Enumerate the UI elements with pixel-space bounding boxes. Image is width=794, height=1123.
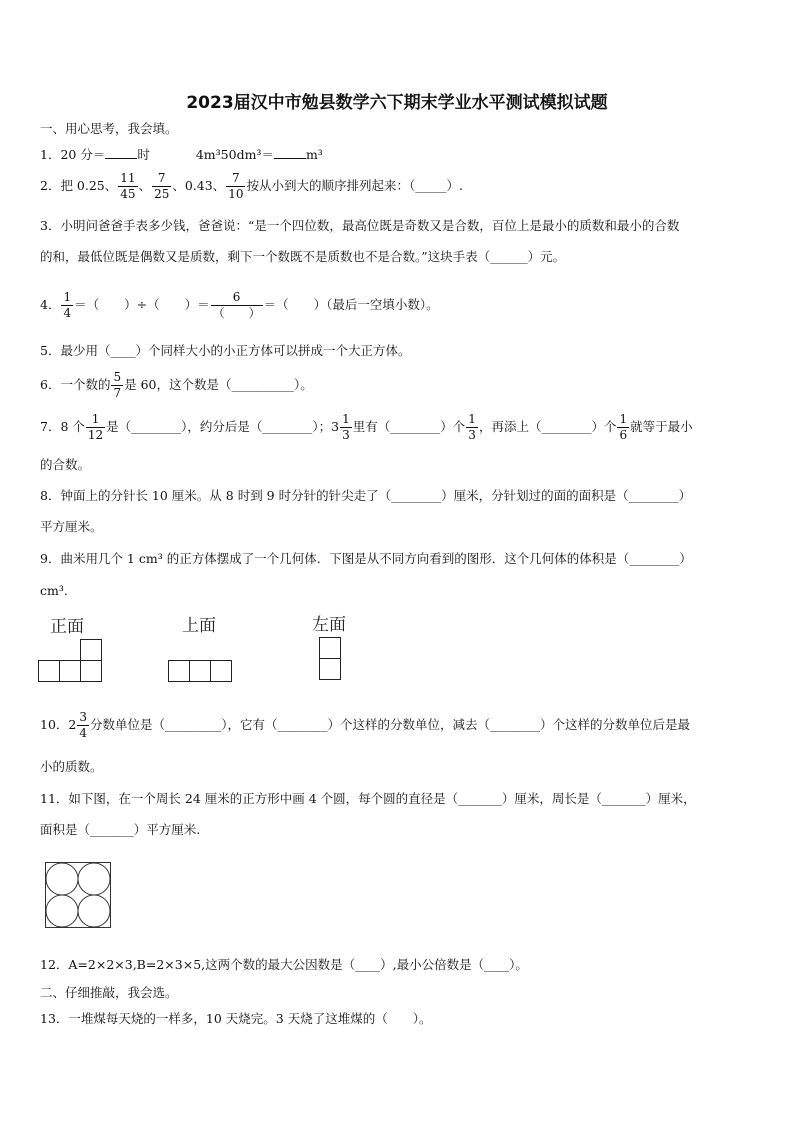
- question-9-line-1: 9．曲米用几个 1 cm³ 的正方体摆成了一个几何体．下图是从不同方向看到的图形．这个几何体的体积是（________）: [40, 551, 692, 566]
- q1-text-c: 4m³50dm³＝: [195, 147, 274, 162]
- q6-text-b: 是 60，这个数是（__________）。: [124, 377, 313, 392]
- q1-text-a: 1．20 分＝: [40, 147, 106, 162]
- fraction-1-3-b: $\frac{1}{3}$: [468, 412, 476, 442]
- fraction-7-10: $\frac{7}{10}$: [228, 171, 244, 201]
- q4-text-c: ＝（ ）（最后一空填小数）。: [263, 297, 439, 312]
- page-title: 2023届汉中市勉县数学六下期末学业水平测试模拟试题: [186, 93, 608, 113]
- view-label-left: 左面: [312, 615, 346, 635]
- question-3-line-1: 3．小明问爸爸手表多少钱，爸爸说：“是一个四位数，最高位既是奇数又是合数，百位上是最小的质数和最小的合数: [40, 218, 680, 233]
- fraction-6-blank: 6 （ ）: [212, 290, 261, 320]
- view-label-front: 正面: [50, 617, 84, 637]
- question-7: [40, 412, 693, 443]
- q7-text-b: 是（________），约分后是（________）；3: [106, 419, 340, 434]
- q1-blank-2: [274, 158, 306, 159]
- question-12: 12．A=2×2×3,B=2×3×5,这两个数的最大公因数是（____）,最小公倍数是（____）。: [40, 957, 528, 972]
- question-13: 13．一堆煤每天烧的一样多，10 天烧完。3 天烧了这堆煤的（ ）。: [40, 1011, 432, 1026]
- question-3-line-2: 的和，最低位既是偶数又是质数，剩下一个数既不是质数也不是合数。”这块手表（______）元。: [40, 249, 566, 264]
- q7-text-d: ，再添上（________）个: [478, 419, 617, 434]
- q4-num: 4．: [40, 297, 61, 312]
- q10-text-a: 10．2: [40, 717, 77, 732]
- fraction-1-12: $\frac{1}{12}$: [87, 412, 104, 442]
- fraction-7-25: $\frac{7}{25}$: [154, 171, 170, 201]
- fraction-11-45: $\frac{11}{45}$: [120, 171, 136, 201]
- question-1: [40, 146, 323, 164]
- question-8-line-1: 8．钟面上的分针长 10 厘米。从 8 时到 9 时分针的针尖走了（________）厘米，分针划过的面的面积是（________）: [40, 488, 692, 503]
- q2-text-a: 2．把 0.25、: [40, 178, 118, 193]
- square-four-circles-figure: [45, 862, 113, 930]
- left-view-figure: [319, 637, 343, 683]
- fraction-1-6: $\frac{1}{6}$: [619, 412, 628, 442]
- section-heading-fill: 一、用心思考，我会填。: [40, 121, 178, 136]
- front-view-figure: [38, 638, 104, 684]
- q1-blank-1: [105, 158, 137, 159]
- q6-text-a: 6．一个数的: [40, 377, 111, 392]
- q7-text-a: 7．8 个: [40, 419, 85, 434]
- question-7-line-2: 的合数。: [40, 457, 91, 472]
- question-11-line-1: 11．如下图，在一个周长 24 厘米的正方形中画 4 个圆，每个圆的直径是（_______）厘米，周长是（_______）厘米，: [40, 791, 696, 806]
- view-label-top: 上面: [182, 616, 216, 636]
- q4-text-b: ＝（ ）÷（ ）＝: [74, 297, 210, 312]
- question-11-line-2: 面积是（_______）平方厘米.: [40, 822, 201, 837]
- question-10-line-2: 小的质数。: [40, 759, 103, 774]
- question-10: [40, 710, 690, 741]
- question-2: [40, 171, 463, 202]
- question-5: 5．最少用（____）个同样大小的小正方体可以拼成一个大正方体。: [40, 343, 411, 358]
- question-8-line-2: 平方厘米。: [40, 519, 103, 534]
- q1-text-b: 时: [137, 147, 150, 162]
- q2-text-b: 按从小到大的顺序排列起来：（_____）.: [246, 178, 463, 193]
- question-9-line-2: cm³.: [40, 583, 68, 598]
- question-4: [40, 290, 439, 321]
- fraction-1-3-a: $\frac{1}{3}$: [342, 412, 350, 442]
- q7-text-e: 就等于最小: [630, 419, 693, 434]
- q10-text-b: 分数单位是（_________），它有（________）个这样的分数单位，减去（________）个这样的分数单位后是最: [90, 717, 691, 732]
- question-6: [40, 370, 313, 401]
- top-view-figure: [168, 660, 236, 684]
- q2-sep-1: 、: [138, 178, 152, 193]
- q1-text-d: m³: [305, 147, 323, 162]
- fraction-1-4: $\frac{1}{4}$: [63, 290, 72, 320]
- fraction-3-4: $\frac{3}{4}$: [79, 710, 87, 740]
- q7-text-c: 里有（________）个: [352, 419, 466, 434]
- section-heading-choose: 二、仔细推敲，我会选。: [40, 985, 178, 1000]
- fraction-5-7: $\frac{5}{7}$: [113, 370, 122, 400]
- q2-sep-2: 、0.43、: [172, 178, 226, 193]
